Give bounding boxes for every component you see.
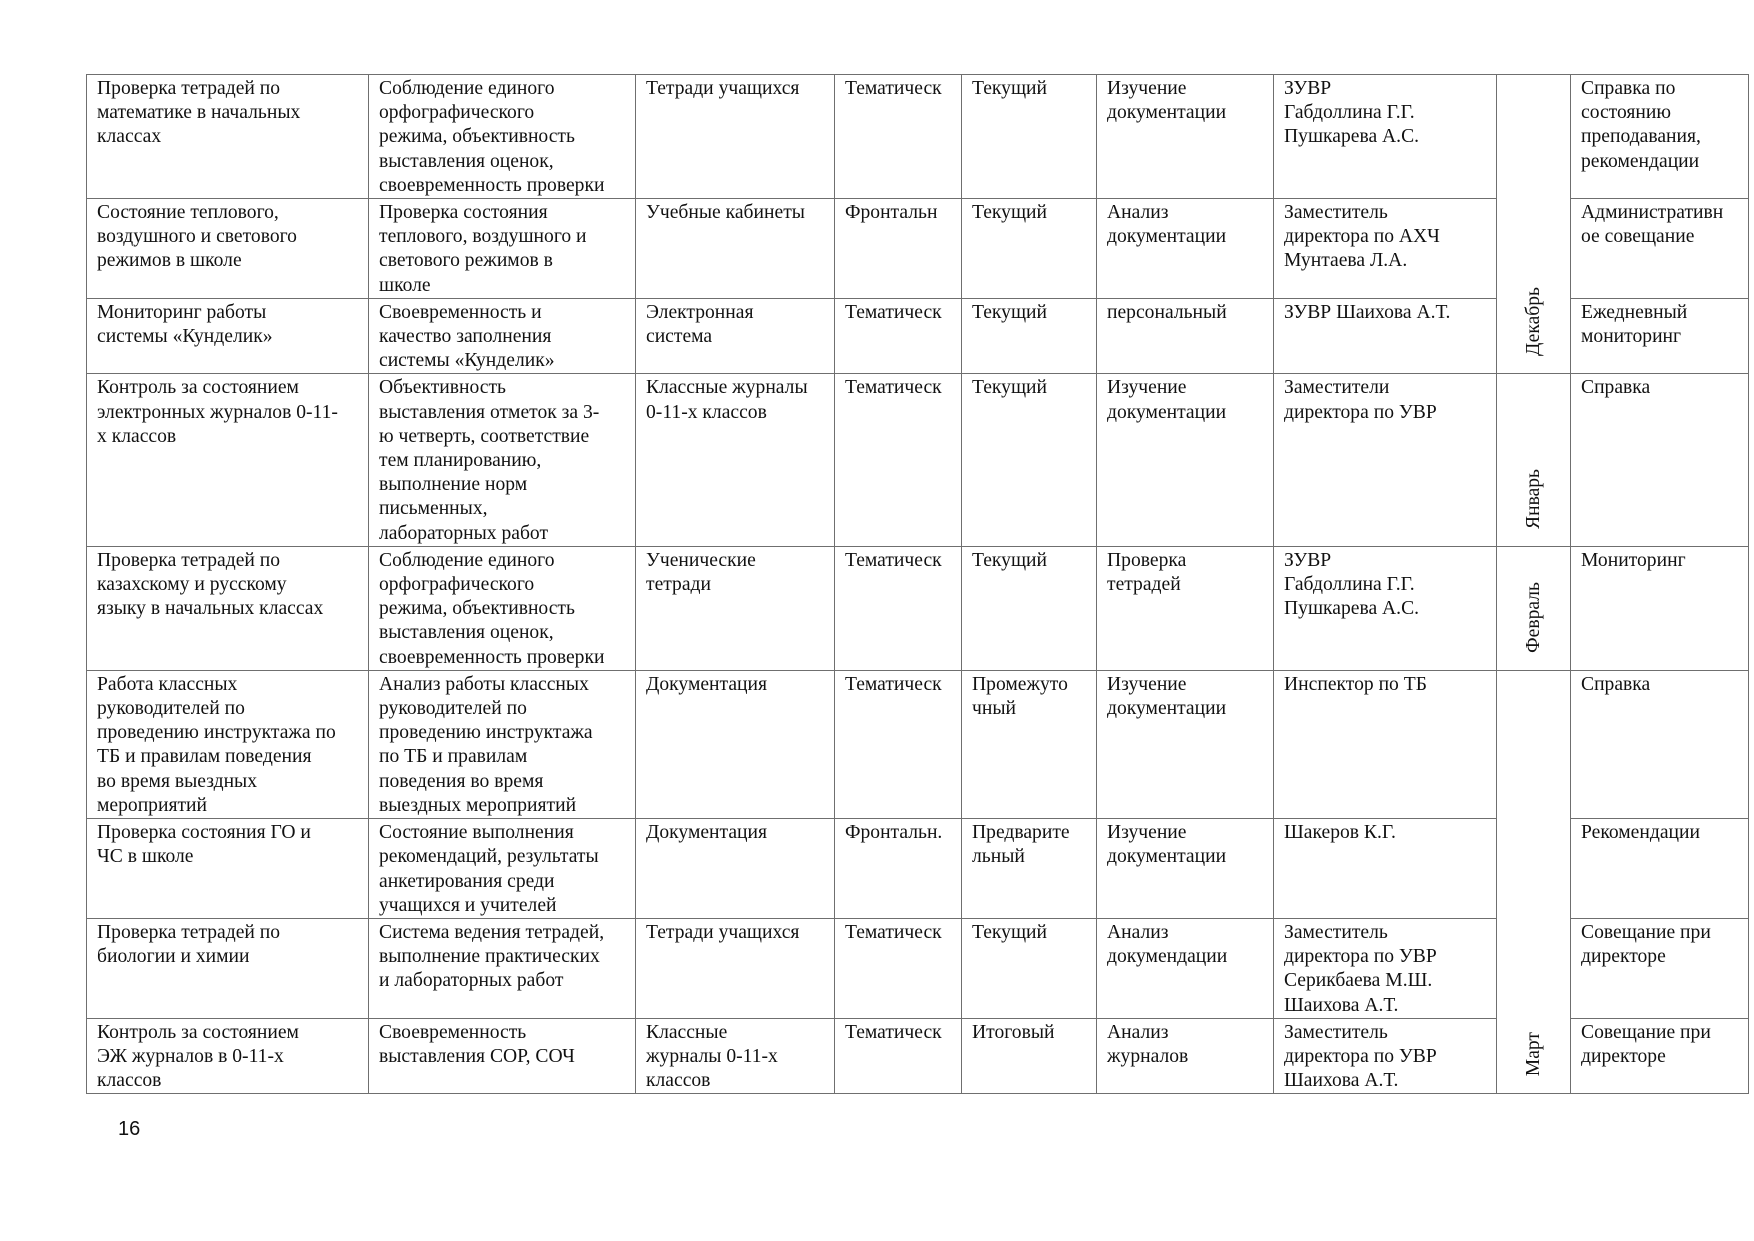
control-object-cell: Проверка тетрадей по биологии и химии xyxy=(87,918,369,1018)
control-goal-cell: Анализ работы классных руководителей по проведению инструктажа по ТБ и правилам поведения во время выездных мероприятий xyxy=(369,670,636,818)
control-kind-cell: Тематическ xyxy=(835,918,962,1018)
control-type-cell: Текущий xyxy=(962,918,1097,1018)
result-cell: Совещание при директоре xyxy=(1571,1018,1749,1094)
responsible-cell: Инспектор по ТБ xyxy=(1274,670,1497,818)
control-subject-cell: Электронная система xyxy=(636,298,835,374)
table-row xyxy=(87,374,1749,546)
month-label: Март xyxy=(1522,1031,1544,1077)
control-type-cell: Итоговый xyxy=(962,1018,1097,1094)
result-cell: Рекомендации xyxy=(1571,819,1749,919)
control-method-cell: Изучение документации xyxy=(1097,819,1274,919)
control-object-cell: Работа классных руководителей по проведению инструктажа по ТБ и правилам поведения во время выездных мероприятий xyxy=(87,670,369,818)
month-label: Декабрь xyxy=(1522,287,1544,357)
document-page xyxy=(86,74,1748,1094)
responsible-cell: ЗУВР Габдоллина Г.Г. Пушкарева А.С. xyxy=(1274,75,1497,199)
control-method-cell: Изучение документации xyxy=(1097,374,1274,546)
control-object-cell: Проверка состояния ГО и ЧС в школе xyxy=(87,819,369,919)
responsible-cell: Заместитель директора по УВР Серикбаева М.Ш. Шаихова А.Т. xyxy=(1274,918,1497,1018)
control-type-cell: Текущий xyxy=(962,199,1097,299)
control-object-cell: Состояние теплового, воздушного и светового режимов в школе xyxy=(87,199,369,299)
control-kind-cell: Фронтальн. xyxy=(835,819,962,919)
control-goal-cell: Система ведения тетрадей, выполнение практических и лабораторных работ xyxy=(369,918,636,1018)
control-subject-cell: Документация xyxy=(636,819,835,919)
control-goal-cell: Своевременность выставления СОР, СОЧ xyxy=(369,1018,636,1094)
control-goal-cell: Своевременность и качество заполнения системы «Кунделик» xyxy=(369,298,636,374)
control-goal-cell: Состояние выполнения рекомендаций, результаты анкетирования среди учащихся и учителей xyxy=(369,819,636,919)
control-subject-cell: Учебные кабинеты xyxy=(636,199,835,299)
result-cell: Справка xyxy=(1571,374,1749,546)
control-method-cell: Анализ документации xyxy=(1097,199,1274,299)
month-cell-december xyxy=(1497,75,1571,374)
control-subject-cell: Тетради учащихся xyxy=(636,918,835,1018)
control-type-cell: Текущий xyxy=(962,298,1097,374)
control-method-cell: Проверка тетрадей xyxy=(1097,546,1274,670)
table-row xyxy=(87,670,1749,818)
control-goal-cell: Проверка состояния теплового, воздушного и светового режимов в школе xyxy=(369,199,636,299)
month-label: Январь xyxy=(1522,468,1544,529)
month-cell-february xyxy=(1497,546,1571,670)
control-goal-cell: Соблюдение единого орфографического режима, объективность выставления оценок, своевременность проверки xyxy=(369,75,636,199)
month-cell-january xyxy=(1497,374,1571,546)
control-subject-cell: Классные журналы 0-11-х классов xyxy=(636,1018,835,1094)
control-kind-cell: Тематическ xyxy=(835,670,962,818)
responsible-cell: ЗУВР Шаихова А.Т. xyxy=(1274,298,1497,374)
result-cell: Совещание при директоре xyxy=(1571,918,1749,1018)
responsible-cell: Шакеров К.Г. xyxy=(1274,819,1497,919)
control-type-cell: Предварите льный xyxy=(962,819,1097,919)
control-goal-cell: Объективность выставления отметок за 3- ю четверть, соответствие тем планированию, выполнение норм письменных, лабораторных работ xyxy=(369,374,636,546)
responsible-cell: Заместитель директора по УВР Шаихова А.Т. xyxy=(1274,1018,1497,1094)
control-object-cell: Мониторинг работы системы «Кунделик» xyxy=(87,298,369,374)
control-subject-cell: Классные журналы 0-11-х классов xyxy=(636,374,835,546)
control-subject-cell: Документация xyxy=(636,670,835,818)
control-type-cell: Текущий xyxy=(962,75,1097,199)
control-method-cell: Изучение документации xyxy=(1097,670,1274,818)
control-method-cell: персональный xyxy=(1097,298,1274,374)
control-type-cell: Промежуто чный xyxy=(962,670,1097,818)
control-subject-cell: Ученические тетради xyxy=(636,546,835,670)
control-kind-cell: Тематическ xyxy=(835,374,962,546)
control-object-cell: Проверка тетрадей по математике в начальных классах xyxy=(87,75,369,199)
control-plan-table xyxy=(86,74,1749,1094)
control-object-cell: Контроль за состоянием ЭЖ журналов в 0-11-х классов xyxy=(87,1018,369,1094)
control-type-cell: Текущий xyxy=(962,374,1097,546)
month-cell-march xyxy=(1497,670,1571,1093)
result-cell: Справка по состоянию преподавания, рекомендации xyxy=(1571,75,1749,199)
control-kind-cell: Тематическ xyxy=(835,298,962,374)
control-kind-cell: Фронтальн xyxy=(835,199,962,299)
control-method-cell: Анализ журналов xyxy=(1097,1018,1274,1094)
control-method-cell: Анализ докумендации xyxy=(1097,918,1274,1018)
control-kind-cell: Тематическ xyxy=(835,1018,962,1094)
control-kind-cell: Тематическ xyxy=(835,75,962,199)
responsible-cell: Заместители директора по УВР xyxy=(1274,374,1497,546)
control-object-cell: Контроль за состоянием электронных журналов 0-11- х классов xyxy=(87,374,369,546)
control-type-cell: Текущий xyxy=(962,546,1097,670)
responsible-cell: ЗУВР Габдоллина Г.Г. Пушкарева А.С. xyxy=(1274,546,1497,670)
month-label: Февраль xyxy=(1522,581,1544,653)
result-cell: Мониторинг xyxy=(1571,546,1749,670)
responsible-cell: Заместитель директора по АХЧ Мунтаева Л.А. xyxy=(1274,199,1497,299)
result-cell: Справка xyxy=(1571,670,1749,818)
result-cell: Административн ое совещание xyxy=(1571,199,1749,299)
control-subject-cell: Тетради учащихся xyxy=(636,75,835,199)
control-object-cell: Проверка тетрадей по казахскому и русскому языку в начальных классах xyxy=(87,546,369,670)
control-goal-cell: Соблюдение единого орфографического режима, объективность выставления оценок, своевременность проверки xyxy=(369,546,636,670)
table-row xyxy=(87,546,1749,670)
page-number: 16 xyxy=(118,1118,141,1140)
control-kind-cell: Тематическ xyxy=(835,546,962,670)
table-row xyxy=(87,75,1749,199)
control-method-cell: Изучение документации xyxy=(1097,75,1274,199)
result-cell: Ежедневный мониторинг xyxy=(1571,298,1749,374)
